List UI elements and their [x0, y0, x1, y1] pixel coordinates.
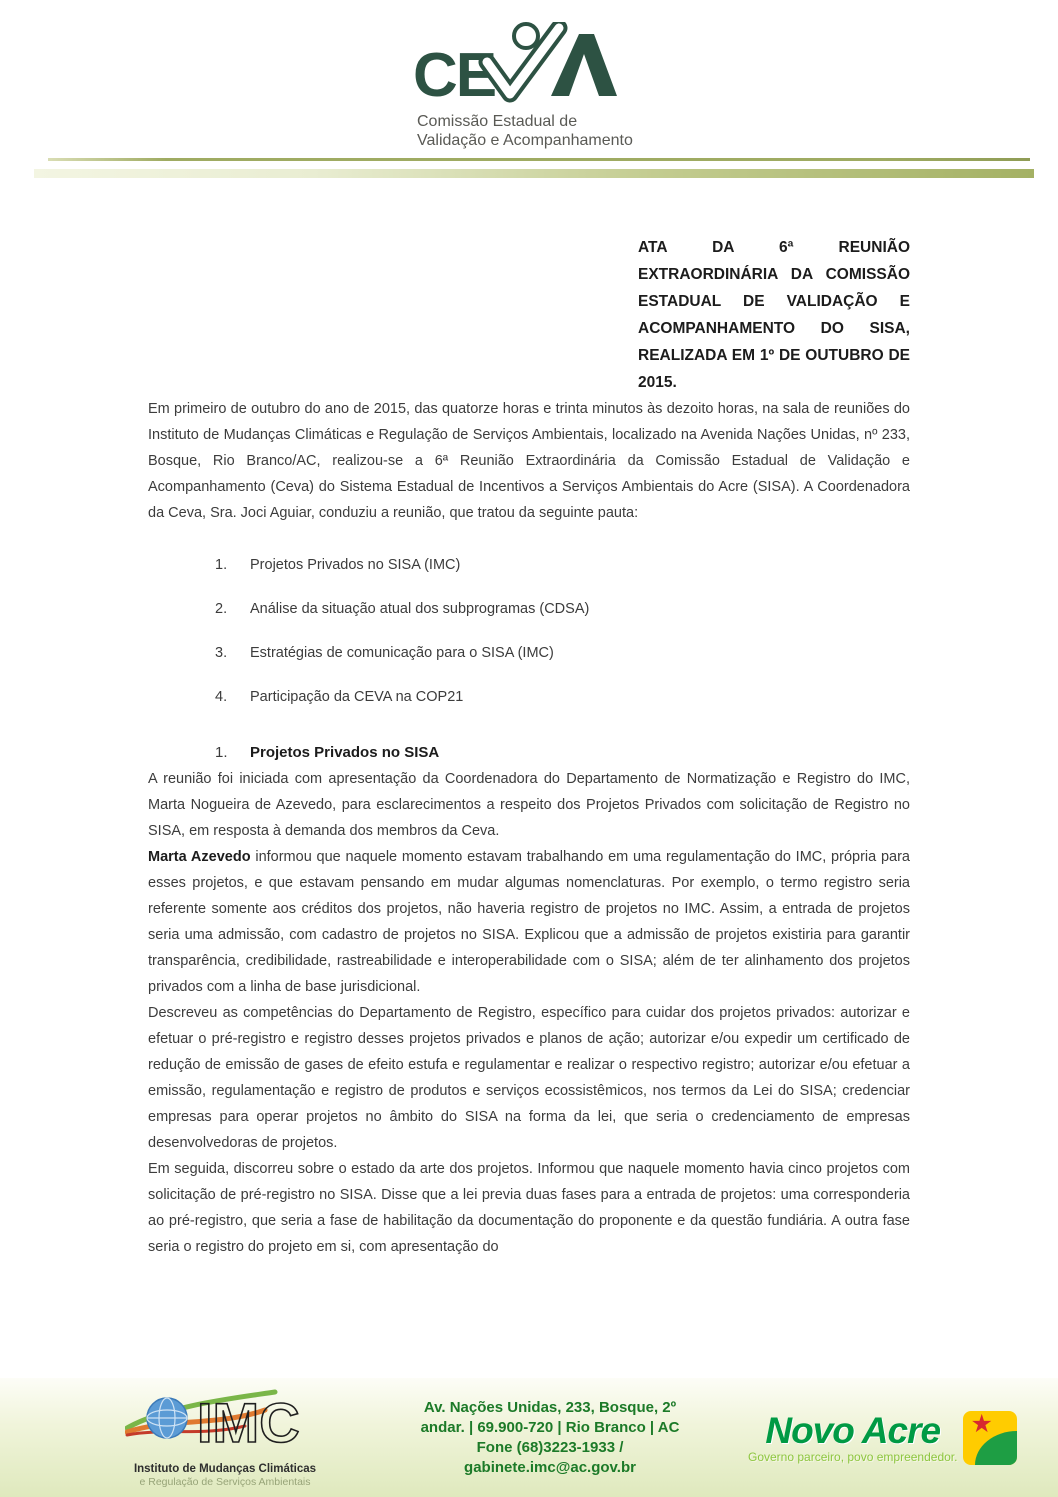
agenda-item-text: Estratégias de comunicação para o SISA (IMC): [250, 645, 554, 661]
agenda-item-text: Análise da situação atual dos subprogramas (CDSA): [250, 601, 590, 617]
section-1-title: Projetos Privados no SISA: [250, 744, 440, 761]
paragraph-intro: Em primeiro de outubro do ano de 2015, das quatorze horas e trinta minutos às dezoito horas, na sala de reuniões do Instituto de Mudanças Climáticas e Regulação de Serviços Ambientais, localizado na Avenida Nações Unidas, nº 233, Bosque, Rio Branco/AC, realizou-se a 6ª Reunião Extraordinária da Comissão Estadual de Validação e Acompanhamento (Ceva) do Sistema Estadual de Incentivos a Serviços Ambientais do Acre (SISA). A Coordenadora da Ceva, Sra. Joci Aguiar, conduziu a reunião, que tratou da seguinte pauta:: [148, 401, 910, 521]
org-name-line2: Validação e Acompanhamento: [417, 132, 633, 149]
address-line-3: Fone (68)3223-1933 /: [476, 1438, 624, 1456]
section-1-paragraph-3: Descreveu as competências do Departamento de Registro, específico para cuidar dos projetos privados: autorizar e efetuar o pré-registro e registro desses projetos privados e planos de ação; autorizar e/ou expedir um certificado de redução de emissão de gases de efeito estufa e regulamentar e realizar o respectivo registro; autorizar e/ou efetuar a emissão, regulamentação e registro de produtos e serviços ecossistêmicos, nos termos da Lei do SISA; credenciar empresas para operar projetos no âmbito do SISA na forma da lei, que seria o credenciamento de empresas desenvolvedoras de projetos.: [148, 1005, 910, 1151]
agenda-item-4: [148, 684, 910, 710]
novo-acre-name: Novo Acre: [765, 1409, 941, 1451]
agenda-item-2: [148, 596, 910, 622]
footer-email: gabinete.imc@ac.gov.br: [464, 1458, 636, 1476]
header-rule-thick: [34, 169, 1034, 178]
agenda-item-1: [148, 552, 910, 578]
star-icon: ★: [970, 1410, 993, 1438]
document-title: ATA DA 6ª REUNIÃO EXTRAORDINÁRIA DA COMISSÃO ESTADUAL DE VALIDAÇÃO E ACOMPANHAMENTO DO SISA, REALIZADA EM 1º DE OUTUBRO DE 2015.: [638, 239, 910, 391]
ceva-logo-icon: [413, 22, 625, 110]
section-1-number: 1.: [215, 744, 228, 761]
document-footer: [0, 1378, 1058, 1497]
agenda-item-text: Projetos Privados no SISA (IMC): [250, 557, 461, 573]
novo-acre-badge-icon: [963, 1411, 1017, 1465]
imc-caption-line1: Instituto de Mudanças Climáticas: [133, 1462, 317, 1475]
svg-text:CE: CE: [413, 41, 496, 110]
agenda-list: [148, 552, 910, 710]
address-line-2: andar. | 69.900-720 | Rio Branco | AC: [420, 1418, 680, 1436]
document-body: [148, 234, 910, 1260]
org-name: [417, 112, 645, 150]
imc-caption-line2: e Regulação de Serviços Ambientais: [139, 1475, 311, 1488]
agenda-item-number: 2.: [215, 601, 228, 617]
document-header: [0, 0, 1058, 178]
org-name-line1: Comissão Estadual de: [417, 113, 578, 130]
novo-acre-tagline: Governo parceiro, povo empreendedor.: [748, 1449, 958, 1464]
novo-acre-text: [748, 1409, 958, 1464]
section-1-paragraph-1: A reunião foi iniciada com apresentação da Coordenadora do Departamento de Normatização e Registro do IMC, Marta Nogueira de Azevedo, para esclarecimentos a respeito dos Projetos Privados com solicitação de Registro no SISA, em resposta à demanda dos membros da Ceva.: [148, 771, 910, 839]
imc-acronym: IMC: [197, 1390, 300, 1454]
section-1-heading: [148, 740, 910, 766]
agenda-item-3: [148, 640, 910, 666]
speaker-name: Marta Azevedo: [148, 849, 251, 865]
footer-address: [390, 1398, 710, 1478]
address-line-1: Av. Nações Unidas, 233, Bosque, 2º: [423, 1398, 677, 1416]
agenda-item-text: Participação da CEVA na COP21: [250, 689, 464, 705]
section-1-paragraph-2-text: informou que naquele momento estavam trabalhando em uma regulamentação do IMC, própria para esses projetos, e que estavam pensando em mudar algumas nomenclaturas. Por exemplo, o termo registro seria referente somente aos créditos dos projetos, não haveria registro de projetos no IMC. Assim, a entrada de projetos seria uma admissão, com cadastro de projetos no SISA. Explicou que a admissão de projetos existiria para garantir transparência, credibilidade, rastreabilidade e interoperabilidade com o SISA; além de ter alinhamento dos projetos privados com a linha de base jurisdicional.: [148, 849, 910, 995]
agenda-item-number: 3.: [215, 645, 228, 661]
agenda-item-number: 1.: [215, 557, 228, 573]
section-1-paragraph-4: Em seguida, discorreu sobre o estado da arte dos projetos. Informou que naquele momento havia cinco projetos com solicitação de pré-registro no SISA. Disse que a lei previa duas fases para a entrada de projetos: uma corresponderia ao pré-registro, que seria a fase de habilitação da documentação do proponente e da questão fundiária. A outra fase seria o registro do projeto em si, com apresentação do: [148, 1161, 910, 1255]
ceva-logo: [413, 22, 645, 150]
imc-logo: [60, 1388, 390, 1488]
imc-logo-icon: [125, 1388, 325, 1460]
agenda-item-number: 4.: [215, 689, 228, 705]
novo-acre-logo: [748, 1411, 1017, 1465]
section-1-paragraph-2: [148, 844, 910, 1000]
header-rule-thin: [48, 158, 1030, 161]
